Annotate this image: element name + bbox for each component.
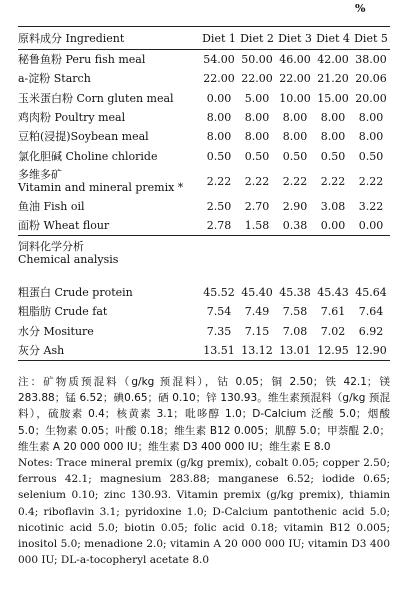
table-cell: 6.92: [358, 324, 384, 338]
header-diet-2: Diet 2: [240, 31, 274, 45]
ingredient-name: 玉米蛋白粉 Corn gluten meal: [18, 91, 174, 105]
table-cell: 22.00: [241, 72, 273, 86]
table-cell: 22.00: [279, 72, 311, 86]
table-cell: 45.64: [355, 285, 387, 299]
table-cell: 12.95: [317, 344, 349, 358]
table-cell: 8.00: [244, 130, 270, 144]
table-cell: 0.50: [320, 149, 346, 163]
table-cell: 7.54: [206, 305, 232, 319]
table-cell: 8.00: [358, 130, 384, 144]
table-cell: 7.58: [282, 305, 308, 319]
diet-composition-table: [18, 26, 390, 361]
ingredient-name: a-淀粉 Starch: [18, 72, 91, 86]
analysis-name: 粗蛋白 Crude protein: [18, 285, 133, 299]
table-cell: 0.50: [244, 149, 270, 163]
header-diet-1: Diet 1: [202, 31, 236, 45]
table-row: [18, 108, 390, 127]
table-cell: 0.00: [358, 219, 384, 233]
table-cell: 2.78: [206, 219, 232, 233]
table-row: [18, 321, 390, 341]
table-cell: 20.06: [355, 72, 387, 86]
table-cell: 7.02: [320, 324, 346, 338]
table-notes: [18, 374, 390, 568]
table-cell: 12.90: [355, 344, 387, 358]
group-heading: [18, 236, 390, 283]
table-cell: 54.00: [203, 53, 235, 67]
group-heading-row: [18, 236, 390, 283]
table-cell: 2.50: [206, 199, 232, 213]
table-cell: 8.00: [320, 111, 346, 125]
table-row: [18, 216, 390, 236]
table-cell: 13.51: [203, 344, 235, 358]
table-cell: 1.58: [244, 219, 270, 233]
table-cell: 7.64: [358, 305, 384, 319]
table-cell: 7.35: [206, 324, 232, 338]
table-cell: 20.00: [355, 91, 387, 105]
table-cell: 2.90: [282, 199, 308, 213]
ingredient-name: 豆粕(浸提)Soybean meal: [18, 130, 149, 144]
analysis-name: 灰分 Ash: [18, 344, 65, 358]
unit-label: %: [355, 2, 366, 15]
table-cell: 13.12: [241, 344, 273, 358]
table-cell: 10.00: [279, 91, 311, 105]
group-heading-en: Chemical analysis: [18, 253, 119, 267]
table-cell: 3.08: [320, 199, 346, 213]
table-cell: 15.00: [317, 91, 349, 105]
table-cell: 21.20: [317, 72, 349, 86]
table-cell: 7.08: [282, 324, 308, 338]
table-row: [18, 197, 390, 216]
table-cell: 42.00: [317, 53, 349, 67]
group-heading-cn: 饲料化学分析: [18, 240, 84, 254]
header-ingredient: 原料成分 Ingredient: [18, 31, 125, 45]
table-cell: 2.22: [320, 174, 346, 188]
table-cell: 8.00: [282, 111, 308, 125]
table-cell: 8.00: [244, 111, 270, 125]
table-cell: 7.15: [244, 324, 270, 338]
table-cell: 46.00: [279, 53, 311, 67]
table-row: [18, 146, 390, 165]
table-row: [18, 127, 390, 146]
chemical-analysis-section: [18, 236, 390, 361]
table-header: [18, 27, 390, 50]
ingredient-name: 秘鲁鱼粉 Peru fish meal: [18, 53, 146, 67]
ingredient-name-cn: 多维多矿: [18, 168, 62, 182]
table-cell: 7.49: [244, 305, 270, 319]
table-cell: 2.22: [358, 174, 384, 188]
table-cell: 2.22: [244, 174, 270, 188]
table-cell: 45.40: [241, 285, 273, 299]
table-cell: 0.50: [206, 149, 232, 163]
table-cell: 8.00: [320, 130, 346, 144]
table-cell: 2.70: [244, 199, 270, 213]
table-cell: 7.61: [320, 305, 346, 319]
table-cell: 13.01: [279, 344, 311, 358]
ingredient-name: 鸡肉粉 Poultry meal: [18, 111, 126, 125]
table-cell: 0.00: [320, 219, 346, 233]
analysis-name: 水分 Mositure: [18, 324, 94, 338]
table-cell: 3.22: [358, 199, 384, 213]
table-cell: 8.00: [206, 111, 232, 125]
table-cell: 5.00: [244, 91, 270, 105]
table-cell: 2.22: [206, 174, 232, 188]
header-row: [18, 27, 390, 50]
table-cell: 0.50: [358, 149, 384, 163]
ingredients-section: [18, 50, 390, 236]
table-row: [18, 89, 390, 108]
table-cell: 0.50: [282, 149, 308, 163]
ingredient-name: 鱼油 Fish oil: [18, 199, 85, 213]
header-diet-4: Diet 4: [316, 31, 350, 45]
notes-chinese: 注：矿物质预混料（g/kg 预混料），钴 0.05；铜 2.50；铁 42.1；镁 283.88；锰 6.52；碘0.65；硒 0.10；锌 130.93。维生素预混料（g/kg 预混料），硫胺素 0.4；核黄素 3.1；吡哆醇 1.0；D-Calcium 泛酸 5.0；烟酸 5.0；生物素 0.05；叶酸 0.18；维生素 B12 0.005；肌醇 5.0；甲萘醌 2.0；维生素 A 20 000 000 IU；维生素 D3 400 000 IU；维生素 E 8.0: [18, 376, 390, 453]
table-cell: 45.52: [203, 285, 235, 299]
table-row: [18, 166, 390, 197]
notes-english: Notes: Trace mineral premix (g/kg premix), cobalt 0.05; copper 2.50; ferrous 42.1; magnesium 283.88; manganese 6.52; iodide 0.65; selenium 0.10; zinc 130.93. Vitamin premix (g/kg premix), thiamin 0.4; riboflavin 3.1; pyridoxine 1.0; D-Calcium pantothenic acid 5.0; nicotinic acid 5.0; biotin 0.05; folic acid 0.18; vitamin B12 0.005; inositol 5.0; menadione 2.0; vitamin A 20 000 000 IU; vitamin D3 400 000 IU; DL-a-tocopheryl acetate 8.0: [18, 457, 390, 567]
table-cell: 8.00: [206, 130, 232, 144]
table-cell: 38.00: [355, 53, 387, 67]
table-row: [18, 302, 390, 322]
table-row: [18, 282, 390, 302]
table-cell: 45.43: [317, 285, 349, 299]
table-row: [18, 341, 390, 361]
table-cell: 0.00: [206, 91, 232, 105]
table-cell: 50.00: [241, 53, 273, 67]
table-row: [18, 69, 390, 88]
table-cell: 2.22: [282, 174, 308, 188]
analysis-name: 粗脂肪 Crude fat: [18, 305, 108, 319]
ingredient-name: 面粉 Wheat flour: [18, 219, 110, 233]
header-diet-3: Diet 3: [278, 31, 312, 45]
table-cell: 8.00: [282, 130, 308, 144]
header-diet-5: Diet 5: [354, 31, 388, 45]
ingredient-name: [18, 166, 200, 197]
table-cell: 8.00: [358, 111, 384, 125]
table-row: [18, 50, 390, 70]
ingredient-name: 氯化胆碱 Choline chloride: [18, 149, 158, 163]
ingredient-name-en: Vitamin and mineral premix *: [18, 181, 184, 195]
table-cell: 22.00: [203, 72, 235, 86]
table-cell: 45.38: [279, 285, 311, 299]
table-cell: 0.38: [282, 219, 308, 233]
